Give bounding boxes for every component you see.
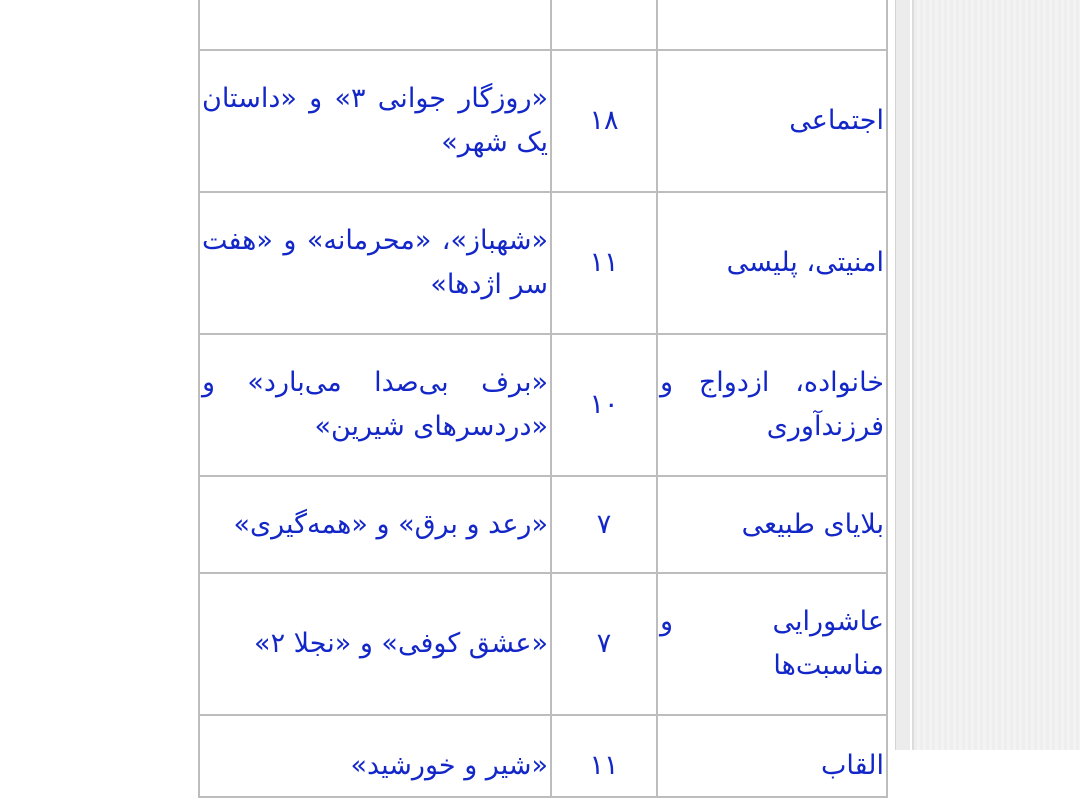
titles-cell: «رعد و برق» و «همه‌گیری» [200,477,550,572]
genre-cell: القاب [658,716,886,796]
count-cell: ۱۱ [552,193,656,333]
content-scrollbar[interactable] [895,0,910,750]
titles-cell: «شهباز»، «محرمانه» و «هفت سر اژدها» [200,193,550,333]
table-row [200,335,886,475]
count-cell: ۱۰ [552,335,656,475]
genre-cell: خانواده، ازدواج و فرزندآوری [658,335,886,475]
table-row [200,574,886,714]
count-cell: ۷ [552,477,656,572]
genre-cell: اجتماعی [658,51,886,191]
table-row [200,477,886,572]
count-cell [552,0,656,49]
genre-cell: بلایای طبیعی [658,477,886,572]
titles-cell [200,0,550,49]
count-cell: ۱۸ [552,51,656,191]
count-cell: ۷ [552,574,656,714]
table-row [200,0,886,49]
titles-cell: «برف بی‌صدا می‌بارد» و «دردسرهای شیرین» [200,335,550,475]
genre-cell: عاشورایی و مناسبت‌ها [658,574,886,714]
page-side-margin [912,0,1080,750]
genre-stats-table [198,0,888,798]
titles-cell: «شیر و خورشید» [200,716,550,796]
table-row [200,51,886,191]
genre-cell [658,0,886,49]
table-row [200,193,886,333]
count-cell: ۱۱ [552,716,656,796]
titles-cell: «روزگار جوانی ۳» و «داستان یک شهر» [200,51,550,191]
titles-cell: «عشق کوفی» و «نجلا ۲» [200,574,550,714]
genre-cell: امنیتی، پلیسی [658,193,886,333]
table-row [200,716,886,796]
